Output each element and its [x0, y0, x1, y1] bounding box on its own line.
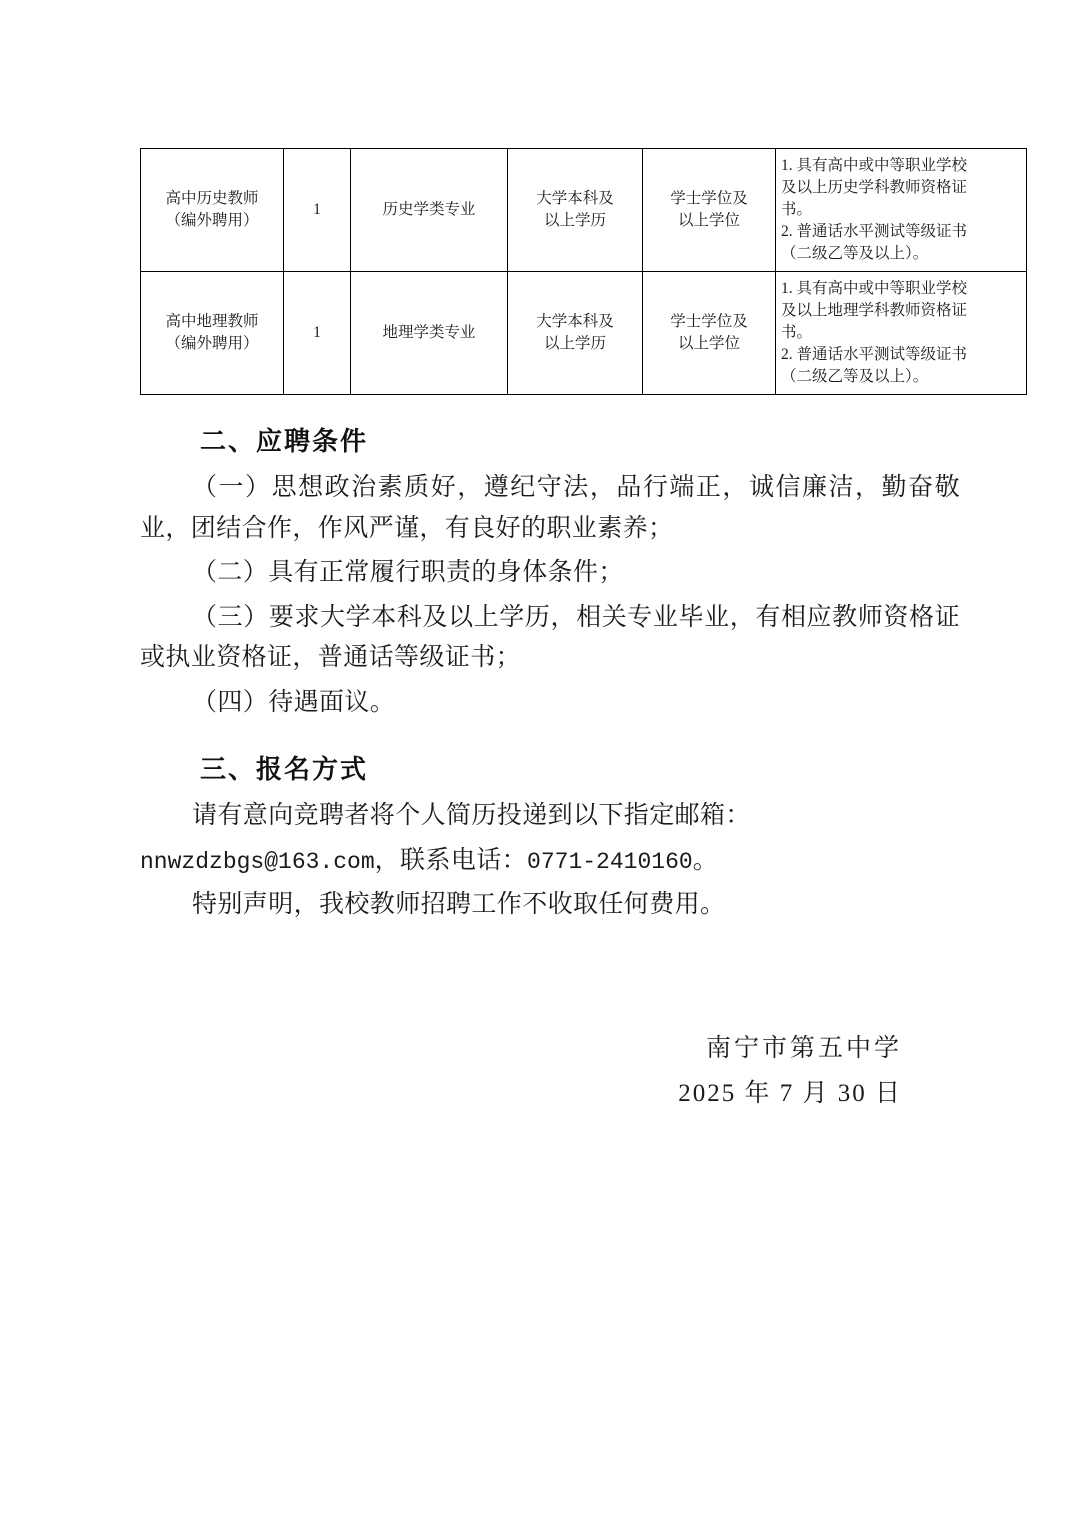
requirement-line-2: 及以上地理学科教师资格证	[781, 302, 968, 319]
apply-contact-line	[140, 841, 960, 882]
education-line-1: 大学本科及	[536, 313, 614, 330]
document-body	[140, 148, 968, 1116]
cell-major: 历史学类专业	[351, 149, 508, 272]
cell-education	[508, 149, 643, 272]
requirement-line-1: 1. 具有高中或中等职业学校	[781, 280, 968, 297]
section-title-apply: 三、报名方式	[200, 755, 369, 785]
condition-paragraph-4: （四）待遇面议。	[192, 688, 396, 716]
apply-email: nnwzdzbgs@163.com	[140, 848, 375, 875]
apply-instruction: 请有意向竞聘者将个人简历投递到以下指定邮箱：	[192, 802, 751, 829]
condition-paragraph-3: （三）要求大学本科及以上学历，相关专业毕业，有相应教师资格证或执业资格证，普通话等级证书；	[140, 603, 960, 671]
cell-education	[508, 272, 643, 395]
requirement-line-1: 1. 具有高中或中等职业学校	[781, 157, 968, 174]
apply-note: 特别声明，我校教师招聘工作不收取任何费用。	[192, 891, 726, 918]
position-line-1: 高中地理教师	[165, 313, 259, 330]
apply-period: 。	[692, 846, 719, 874]
degree-line-1: 学士学位及	[670, 313, 748, 330]
cell-position	[141, 149, 284, 272]
degree-line-1: 学士学位及	[670, 190, 748, 207]
apply-phone: 0771-2410160	[527, 848, 693, 875]
recruitment-table	[140, 148, 1027, 395]
requirement-line-3: 书。	[781, 324, 813, 341]
cell-count: 1	[284, 149, 351, 272]
cell-requirements	[776, 149, 1027, 272]
condition-paragraph-1: （一）思想政治素质好，遵纪守法，品行端正，诚信廉洁，勤奋敬业，团结合作，作风严谨，有良好的职业素养；	[140, 474, 960, 542]
section-title-conditions: 二、应聘条件	[200, 427, 369, 457]
degree-line-2: 以上学位	[677, 212, 740, 229]
condition-paragraph-2: （二）具有正常履行职责的身体条件；	[192, 559, 624, 586]
cell-degree	[643, 272, 776, 395]
education-line-1: 大学本科及	[536, 190, 614, 207]
table-row	[141, 149, 1027, 272]
cell-major: 地理学类专业	[351, 272, 508, 395]
requirement-line-5: （二级乙等及以上）。	[781, 368, 929, 385]
education-line-2: 以上学历	[543, 212, 606, 229]
cell-position	[141, 272, 284, 395]
cell-count: 1	[284, 272, 351, 395]
table-row	[141, 272, 1027, 395]
cell-degree	[643, 149, 776, 272]
requirement-line-3: 书。	[781, 201, 813, 218]
requirement-line-4: 2. 普通话水平测试等级证书	[781, 346, 968, 363]
apply-phone-label: ，联系电话：	[374, 846, 528, 874]
requirement-line-4: 2. 普通话水平测试等级证书	[781, 223, 968, 240]
degree-line-2: 以上学位	[677, 335, 740, 352]
position-line-1: 高中历史教师	[165, 190, 259, 207]
signature-block	[140, 1026, 960, 1116]
signature-organization: 南宁市第五中学	[705, 1034, 902, 1062]
requirement-line-2: 及以上历史学科教师资格证	[781, 179, 968, 196]
position-line-2: （编外聘用）	[165, 335, 259, 352]
signature-date: 2025 年 7 月 30 日	[678, 1079, 902, 1107]
requirement-line-5: （二级乙等及以上）。	[781, 245, 929, 262]
cell-requirements	[776, 272, 1027, 395]
education-line-2: 以上学历	[543, 335, 606, 352]
position-line-2: （编外聘用）	[165, 212, 259, 229]
